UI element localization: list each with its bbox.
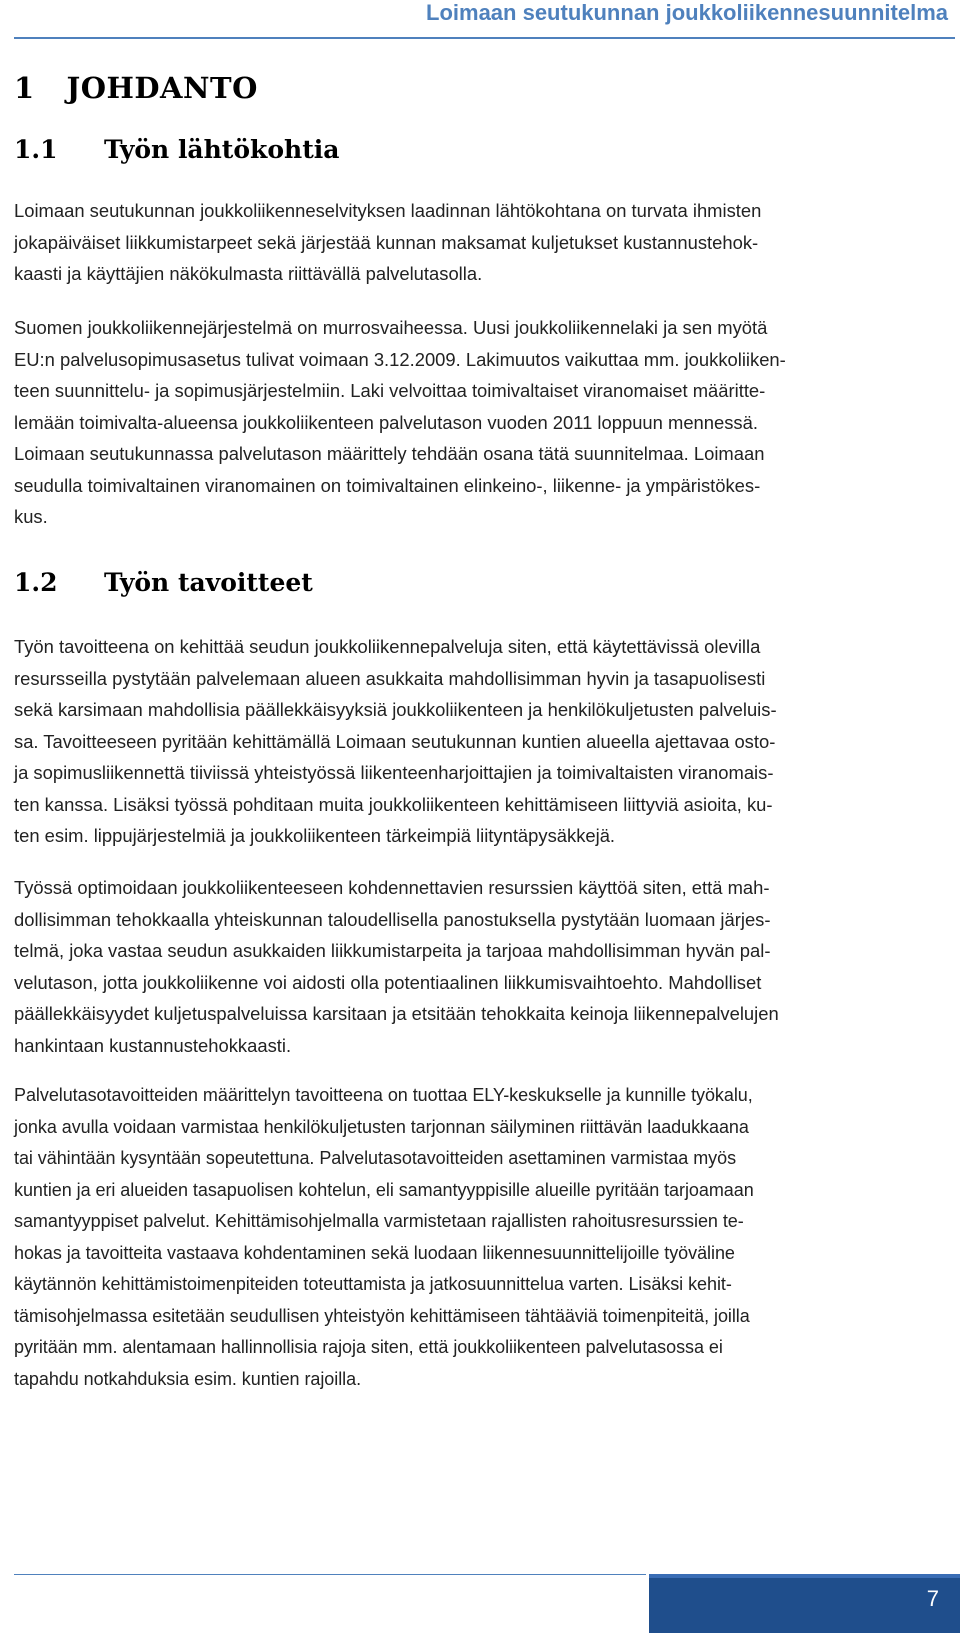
page-number-box [646, 1574, 960, 1633]
section-title: Työn lähtökohtia [104, 135, 340, 164]
chapter-heading [14, 70, 258, 106]
paragraph: Palvelutasotavoitteiden määrittelyn tavoitteena on tuottaa ELY-keskukselle ja kunnille työkalu, jonka avulla voidaan varmistaa henkilökuljetusten tarjonnan säilyminen riittävän laadukkaana tai vähintään kysyntään sopeutettuna. Palvelutasotavoitteiden asettaminen varmistaa myös kuntien ja eri alueiden tasapuolisen kohtelun, eli samantyyppisille alueille pyritään tarjoamaan samantyyppiset palvelut. Kehittämisohjelmalla varmistetaan rajallisten rahoitusresurssien te- hokas ja tavoitteita vastaava kohdentaminen sekä luodaan liikennesuunnittelijoille työväline käytännön kehittämistoimenpiteiden toteuttamista ja jatkosuunnittelua varten. Lisäksi kehit- tämisohjelmassa esitetään seudullisen yhteistyön kehittämiseen tähtääviä toimenpiteitä, joilla pyritään mm. alentamaan hallinnollisia rajoja siten, että joukkoliikenteen palvelutasossa ei tapahdu notkahduksia esim. kuntien rajoilla. [14, 1085, 754, 1389]
page-number: 7 [926, 1586, 939, 1611]
paragraph: Suomen joukkoliikennejärjestelmä on murrosvaiheessa. Uusi joukkoliikennelaki ja sen myötä EU:n palvelusopimusasetus tulivat voimaan 3.12.2009. Lakimuutos vaikuttaa mm. joukkoliiken- teen suunnittelu- ja sopimusjärjestelmiin. Laki velvoittaa toimivaltaiset viranomaiset määritte- lemään toimivalta-alueensa joukkoliikenteen palvelutason vuoden 2011 loppuun mennessä. Loimaan seutukunnassa palvelutason määrittely tehdään osana tätä suunnitelmaa. Loimaan seudulla toimivaltainen viranomainen on toimivaltainen elinkeino-, liikenne- ja ympäristökes- kus. [14, 317, 786, 527]
section-number: 1.2 [14, 568, 58, 597]
section-heading-1-2 [14, 567, 313, 599]
chapter-number: 1 [14, 71, 35, 105]
footer-rule [14, 1574, 646, 1575]
header-rule [14, 37, 955, 39]
paragraph: Loimaan seutukunnan joukkoliikenneselvityksen laadinnan lähtökohtana on turvata ihmisten jokapäiväiset liikkumistarpeet sekä järjestää kunnan maksamat kuljetukset kustannustehok- kaasti ja käyttäjien näkökulmasta riittävällä palvelutasolla. [14, 200, 762, 284]
section-title: Työn tavoitteet [104, 568, 313, 597]
paragraph: Työn tavoitteena on kehittää seudun joukkoliikennepalveluja siten, että käytettävissä olevilla resursseilla pystytään palvelemaan alueen asukkaita mahdollisimman hyvin ja tasapuolisesti sekä karsimaan mahdollisia päällekkäisyyksiä joukkoliikenteen ja henkilökuljetusten palveluis- sa. Tavoitteeseen pyritään kehittämällä Loimaan seutukunnan kuntien alueella ajettavaa osto- ja sopimusliikennettä tiiviissä yhteistyössä liikenteenharjoittajien ja toimivaltaisten viranomais- ten kanssa. Lisäksi työssä pohditaan muita joukkoliikenteen kehittämiseen liittyviä asioita, ku- ten esim. lippujärjestelmiä ja joukkoliikenteen tärkeimpiä liityntäpysäkkejä. [14, 636, 777, 846]
section-number: 1.1 [14, 135, 58, 164]
running-header: Loimaan seutukunnan joukkoliikennesuunnitelma [426, 0, 948, 25]
chapter-title: JOHDANTO [66, 71, 258, 105]
paragraph: Työssä optimoidaan joukkoliikenteeseen kohdennettavien resurssien käyttöä siten, että mah- dollisimman tehokkaalla yhteiskunnan taloudellisella panostuksella pystytään luomaan järjes- telmä, joka vastaa seudun asukkaiden liikkumistarpeita ja tarjoaa mahdollisimman hyvän pal- velutason, jotta joukkoliikenne voi aidosti olla potentiaalinen liikkumisvaihtoehto. Mahdolliset päällekkäisyydet kuljetuspalveluissa karsitaan ja etsitään tehokkaita keinoja liikennepalvelujen hankintaan kustannustehokkaasti. [14, 877, 779, 1056]
section-heading-1-1 [14, 134, 339, 166]
